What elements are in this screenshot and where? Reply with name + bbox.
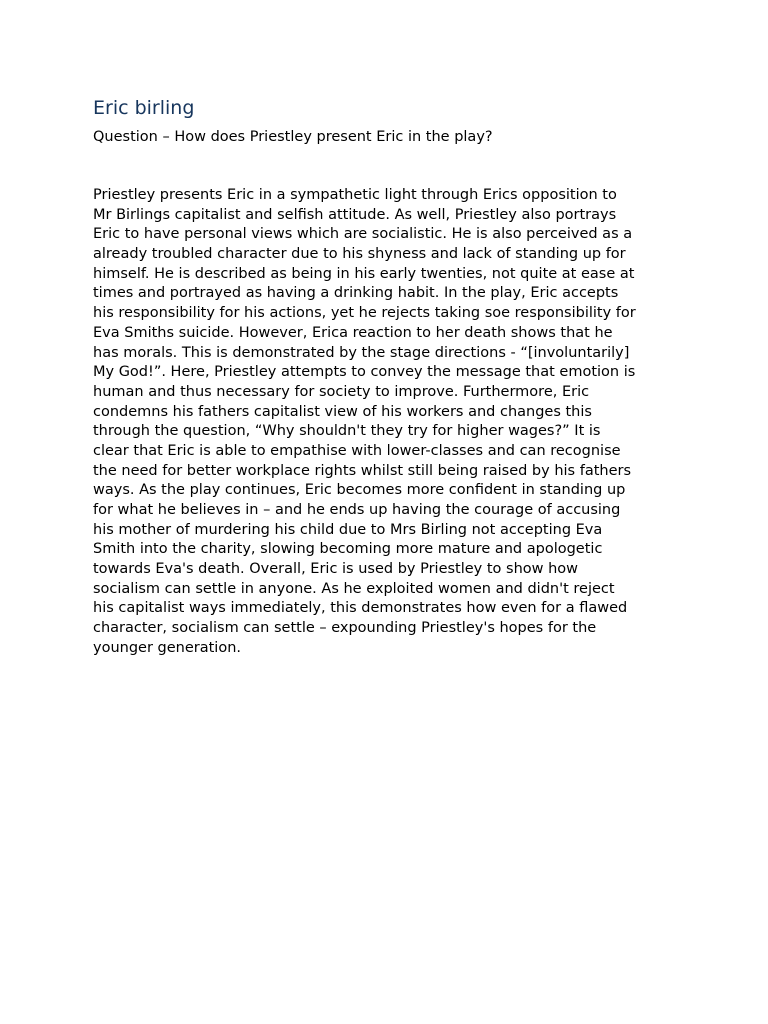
essay-line: condemns his fathers capitalist view of his workers and changes this — [93, 403, 592, 420]
document-title: Eric birling — [93, 97, 195, 119]
essay-line: Smith into the charity, slowing becoming more mature and apologetic — [93, 541, 603, 558]
essay-line: himself. He is described as being in his early twenties, not quite at ease at — [93, 265, 635, 282]
essay-line: socialism can settle in anyone. As he exploited women and didn't reject — [93, 580, 615, 597]
essay-line: already troubled character due to his shyness and lack of standing up for — [93, 246, 626, 263]
question-line: Question – How does Priestley present Eric in the play? — [93, 129, 493, 145]
essay-line: younger generation. — [93, 639, 241, 656]
essay-line: clear that Eric is able to empathise with lower-classes and can recognise — [93, 442, 621, 459]
essay-line: his mother of murdering his child due to Mrs Birling not accepting Eva — [93, 521, 603, 538]
essay-line: Eva Smiths suicide. However, Erica reaction to her death shows that he — [93, 324, 613, 341]
essay-line: My God!”. Here, Priestley attempts to convey the message that emotion is — [93, 364, 636, 381]
essay-line: his capitalist ways immediately, this demonstrates how even for a flawed — [93, 600, 628, 617]
essay-line: through the question, “Why shouldn't they try for higher wages?” It is — [93, 423, 601, 440]
essay-line: his responsibility for his actions, yet he rejects taking soe responsibility for — [93, 305, 636, 322]
essay-line: has morals. This is demonstrated by the stage directions - “[involuntarily] — [93, 344, 630, 361]
essay-line: Eric to have personal views which are socialistic. He is also perceived as a — [93, 226, 633, 243]
essay-body — [93, 186, 693, 659]
essay-line: Priestley presents Eric in a sympathetic light through Erics opposition to — [93, 187, 617, 203]
essay-line: Mr Birlings capitalist and selfish attitude. As well, Priestley also portrays — [93, 206, 617, 223]
essay-line: ways. As the play continues, Eric becomes more confident in standing up — [93, 482, 626, 499]
essay-line: character, socialism can settle – expounding Priestley's hopes for the — [93, 620, 597, 637]
essay-line: the need for better workplace rights whilst still being raised by his fathers — [93, 462, 632, 479]
essay-line: human and thus necessary for society to improve. Furthermore, Eric — [93, 383, 590, 400]
essay-line: towards Eva's death. Overall, Eric is used by Priestley to show how — [93, 561, 579, 578]
essay-line: for what he believes in – and he ends up having the courage of accusing — [93, 502, 621, 518]
essay-line: times and portrayed as having a drinking habit. In the play, Eric accepts — [93, 285, 619, 302]
